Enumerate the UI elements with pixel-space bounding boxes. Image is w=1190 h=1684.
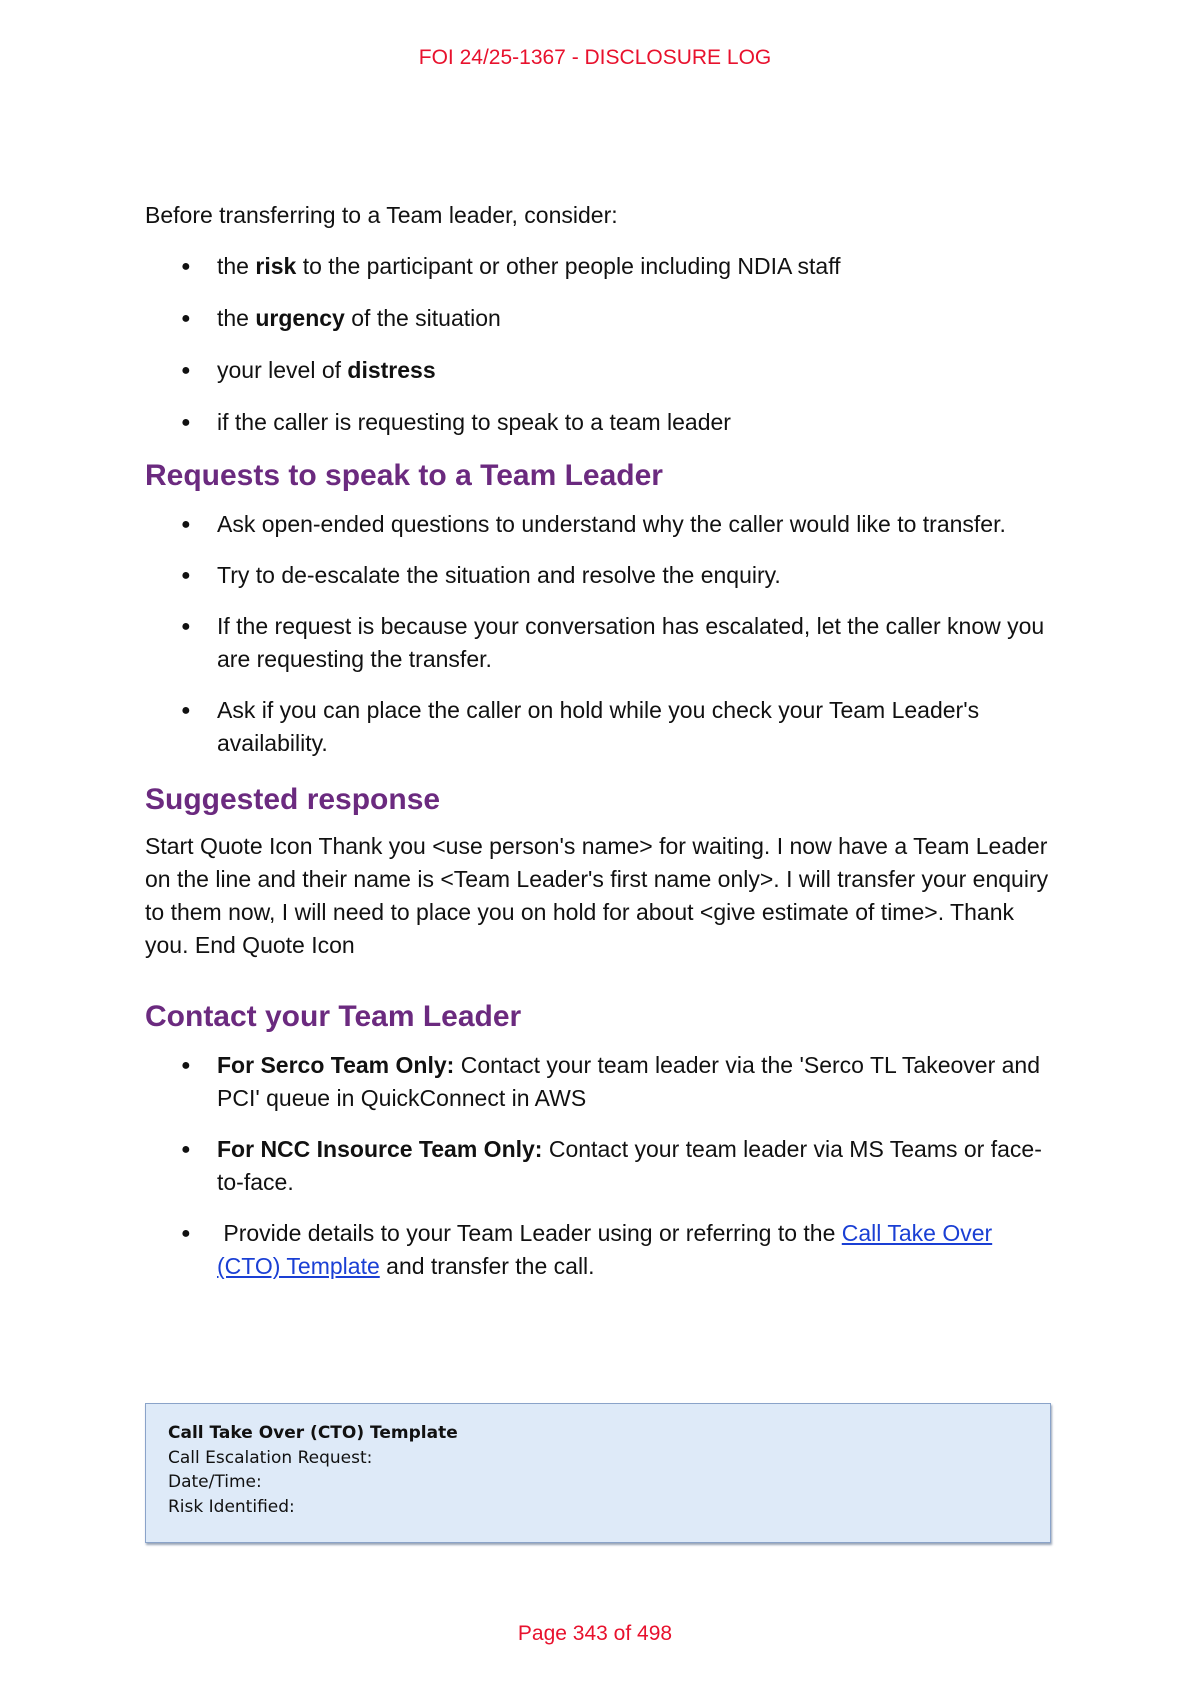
bullet-icon: ● <box>181 702 191 719</box>
disclosure-log-header: FOI 24/25-1367 - DISCLOSURE LOG <box>418 46 772 69</box>
list-item: ● your level of distress <box>145 354 1055 387</box>
bullet-icon: ● <box>181 362 191 379</box>
list-item: ● Ask open-ended questions to understand why the caller would like to transfer. <box>145 508 1055 541</box>
bullet-icon: ● <box>181 310 191 327</box>
cto-template-line: Risk Identified: <box>168 1496 295 1517</box>
bullet-icon: ● <box>181 258 191 275</box>
cto-template-box <box>145 1403 1051 1543</box>
page-number-footer: Page 343 of 498 <box>517 1622 673 1645</box>
list-item: ● if the caller is requesting to speak to a team leader <box>145 406 1055 439</box>
bullet-icon: ● <box>181 1141 191 1158</box>
bullet-icon: ● <box>181 1225 191 1242</box>
list-item: ● the urgency of the situation <box>145 302 1055 335</box>
list-item: ● For NCC Insource Team Only: Contact your team leader via MS Teams or face-to-face. <box>145 1133 1055 1199</box>
list-item: ● the risk to the participant or other people including NDIA staff <box>145 250 1055 283</box>
bullet-icon: ● <box>181 414 191 431</box>
suggested-response-heading: Suggested response <box>145 783 441 816</box>
list-item: ● Try to de-escalate the situation and resolve the enquiry. <box>145 559 1055 592</box>
requests-list <box>145 508 1055 760</box>
bullet-icon: ● <box>181 618 191 635</box>
bullet-icon: ● <box>181 516 191 533</box>
list-item: ● For Serco Team Only: Contact your team leader via the 'Serco TL Takeover and PCI' queue in QuickConnect in AWS <box>145 1049 1055 1115</box>
list-item: ● Ask if you can place the caller on hold while you check your Team Leader's availability. <box>145 694 1055 760</box>
requests-heading: Requests to speak to a Team Leader <box>145 459 663 492</box>
cto-template-line: Date/Time: <box>168 1472 262 1492</box>
list-item: ● Provide details to your Team Leader using or referring to the Call Take Over (CTO) Template and transfer the call. <box>145 1217 1055 1283</box>
suggested-response-text: Start Quote Icon Thank you <use person's name> for waiting. I now have a Team Leader on the line and their name is <Team Leader's first name only>. I will transfer your enquiry to them now, I will need to place you on hold for about <give estimate of time>. Thank you. End Quote Icon <box>145 833 1049 958</box>
contact-list <box>145 1049 1055 1283</box>
document-body <box>145 199 1055 1283</box>
bullet-icon: ● <box>181 567 191 584</box>
considerations-list <box>145 250 1055 439</box>
cto-template-link[interactable]: Call Take Over (CTO) Template <box>217 1220 993 1279</box>
list-item: ● If the request is because your conversation has escalated, let the caller know you are requesting the transfer. <box>145 610 1055 676</box>
intro-text: Before transferring to a Team leader, consider: <box>145 202 618 228</box>
cto-template-title: Call Take Over (CTO) Template <box>168 1423 458 1443</box>
bullet-icon: ● <box>181 1057 191 1074</box>
contact-heading: Contact your Team Leader <box>145 1000 522 1033</box>
cto-template-line: Call Escalation Request: <box>168 1447 373 1468</box>
